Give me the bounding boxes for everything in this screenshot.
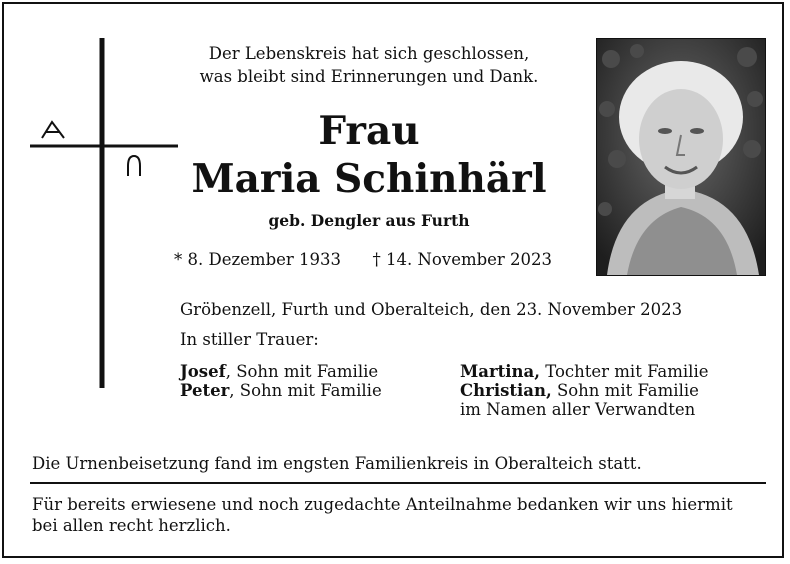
deceased-name: Maria Schinhärl xyxy=(191,156,547,202)
mourner-entry xyxy=(460,381,709,400)
relatives-line: im Namen aller Verwandten xyxy=(460,400,696,419)
mourner-name: Christian, xyxy=(460,381,552,400)
portrait-photo xyxy=(596,38,766,276)
mourner-name: Josef xyxy=(180,362,226,381)
mourning-intro: In stiller Trauer: xyxy=(180,330,319,349)
verse xyxy=(164,42,574,88)
mourners-left xyxy=(180,362,382,400)
birth-date: * 8. Dezember 1933 xyxy=(174,250,342,269)
mourner-name: Peter xyxy=(180,381,230,400)
place-date: Gröbenzell, Furth und Oberalteich, den 23. November 2023 xyxy=(180,300,683,319)
obituary-card xyxy=(2,2,784,558)
birth-name: geb. Dengler aus Furth xyxy=(268,211,470,230)
mourners-right xyxy=(460,362,709,419)
mourner-relation: , Sohn mit Familie xyxy=(229,381,382,400)
mourner-entry xyxy=(460,362,709,381)
mourner-entry xyxy=(180,381,382,400)
burial-notice: Die Urnenbeisetzung fand im engsten Familienkreis in Oberalteich statt. xyxy=(32,454,642,473)
mourner-relation: Tochter mit Familie xyxy=(539,362,709,381)
thanks-text: Für bereits erwiesene und noch zugedachte Anteilnahme bedanken wir uns hiermit bei allen recht herzlich. xyxy=(32,495,733,535)
death-date: † 14. November 2023 xyxy=(372,250,553,269)
verse-line-1: Der Lebenskreis hat sich geschlossen, xyxy=(208,44,530,63)
mourner-entry xyxy=(180,362,382,381)
mourner-name: Martina, xyxy=(460,362,540,381)
salutation: Frau xyxy=(318,108,420,154)
verse-line-2: was bleibt sind Erinnerungen und Dank. xyxy=(199,67,539,86)
divider xyxy=(30,482,766,484)
mourner-relation: , Sohn mit Familie xyxy=(225,362,379,381)
mourner-relation: Sohn mit Familie xyxy=(551,381,699,400)
life-dates xyxy=(174,250,552,269)
